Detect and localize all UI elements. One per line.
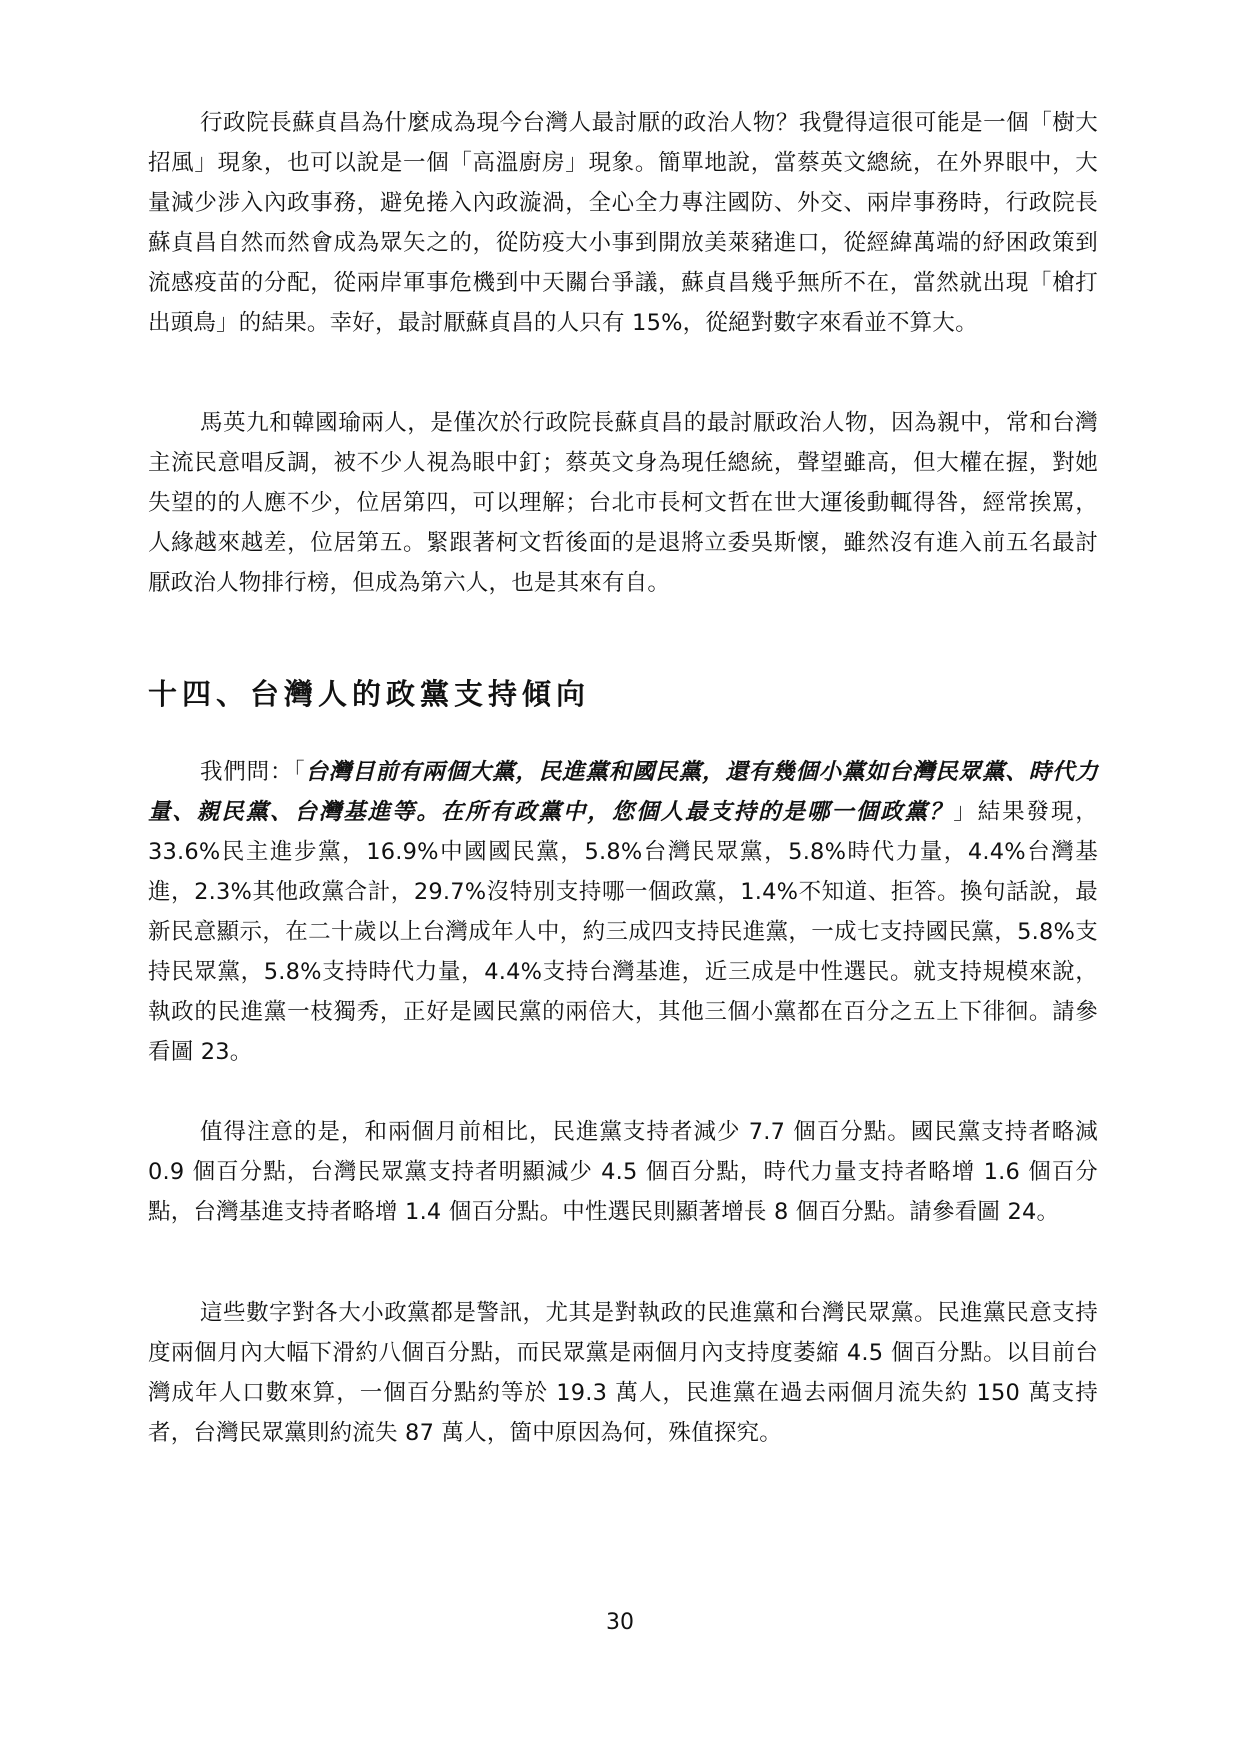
paragraph-text: 」結果發現，33.6%民主進步黨，16.9%中國國民黨，5.8%台灣民眾黨，5.8%時代力量，4.4%台灣基進，2.3%其他政黨合計，29.7%沒特別支持哪一個政黨，1.4%不知道、拒答。換句話說，最新民意顯示，在二十歲以上台灣成年人中，約三成四支持民進黨，一成七支持國民黨，5.8%支持民眾黨，5.8%支持時代力量，4.4%支持台灣基進，近三成是中性選民。就支持規模來說，執政的民進黨一枝獨秀，正好是國民黨的兩倍大，其他三個小黨都在百分之五上下徘徊。請參看圖 23。 <box>148 799 1098 1065</box>
body-paragraph: 這些數字對各大小政黨都是警訊，尤其是對執政的民進黨和台灣民眾黨。民進黨民意支持度兩個月內大幅下滑約八個百分點，而民眾黨是兩個月內支持度萎縮 4.5 個百分點。以目前台灣成年人口數來算，一個百分點約等於 19.3 萬人，民進黨在過去兩個月流失約 150 萬支持者，台灣民眾黨則約流失 87 萬人，箇中原因為何，殊值探究。 <box>148 1300 1098 1446</box>
body-paragraph: 行政院長蘇貞昌為什麼成為現今台灣人最討厭的政治人物？我覺得這很可能是一個「樹大招風」現象，也可以說是一個「高溫廚房」現象。簡單地說，當蔡英文總統，在外界眼中，大量減少涉入內政事務，避免捲入內政漩渦，全心全力專注國防、外交、兩岸事務時，行政院長蘇貞昌自然而然會成為眾矢之的，從防疫大小事到開放美萊豬進口，從經緯萬端的紓困政策到流感疫苗的分配，從兩岸軍事危機到中天關台爭議，蘇貞昌幾乎無所不在，當然就出現「槍打出頭鳥」的結果。幸好，最討厭蘇貞昌的人只有 15%，從絕對數字來看並不算大。 <box>148 110 1098 336</box>
body-paragraph: 值得注意的是，和兩個月前相比，民進黨支持者減少 7.7 個百分點。國民黨支持者略減 0.9 個百分點，台灣民眾黨支持者明顯減少 4.5 個百分點，時代力量支持者略增 1.6 個百分點，台灣基進支持者略增 1.4 個百分點。中性選民則顯著增長 8 個百分點。請參看圖 24。 <box>148 1119 1098 1225</box>
body-paragraph <box>148 752 1098 1072</box>
body-paragraph: 馬英九和韓國瑜兩人，是僅次於行政院長蘇貞昌的最討厭政治人物，因為親中，常和台灣主流民意唱反調，被不少人視為眼中釘；蔡英文身為現任總統，聲望雖高，但大權在握，對她失望的的人應不少，位居第四，可以理解；台北市長柯文哲在世大運後動輒得咎，經常挨罵，人緣越來越差，位居第五。緊跟著柯文哲後面的是退將立委吳斯懷，雖然沒有進入前五名最討厭政治人物排行榜，但成為第六人，也是其來有自。 <box>148 410 1098 596</box>
section-heading: 十四、台灣人的政黨支持傾向 <box>148 677 591 711</box>
page-number: 30 <box>606 1610 634 1635</box>
paragraph-lead: 我們問：「 <box>200 759 306 785</box>
survey-question: 台灣目前有兩個大黨，民進黨和國民黨，還有幾個小黨如台灣民眾黨、時代力量、親民黨、台灣基進等。在所有政黨中，您個人最支持的是哪一個政黨？ <box>148 759 1098 825</box>
